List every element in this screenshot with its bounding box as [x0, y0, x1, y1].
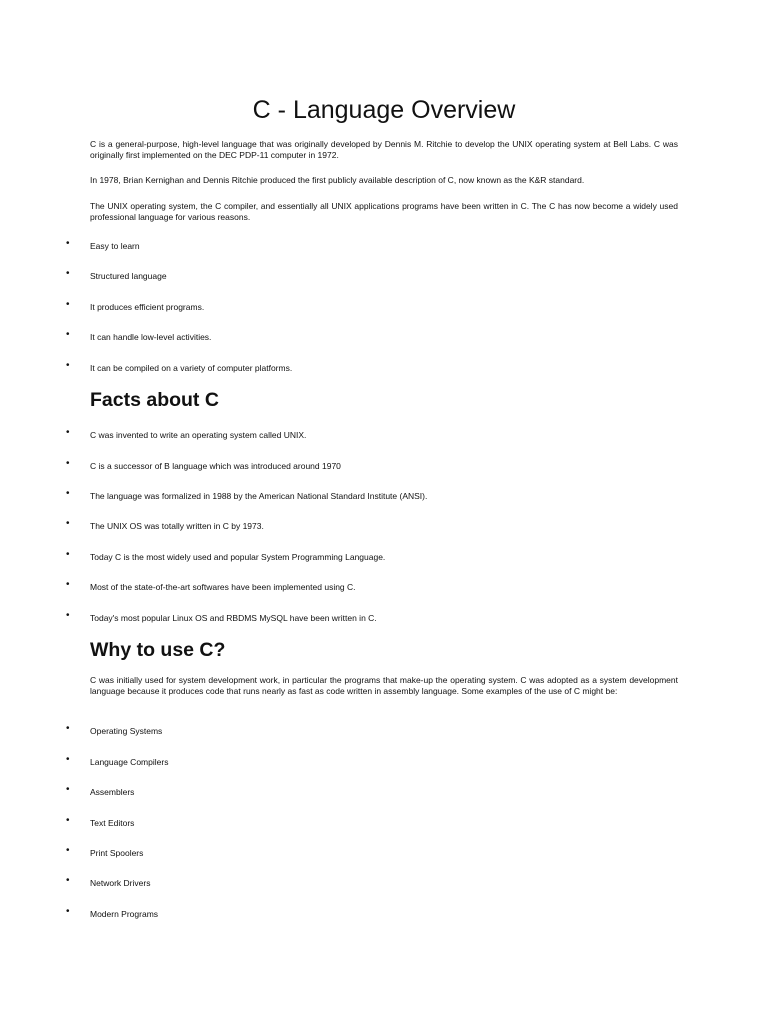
bullet-icon: • — [66, 845, 70, 856]
bullet-icon: • — [66, 360, 70, 371]
list-item-fact: Most of the state-of-the-art softwares have been implemented using C. — [90, 582, 356, 592]
list-item-example: Operating Systems — [90, 726, 163, 736]
list-item-reason: It can handle low-level activities. — [90, 332, 212, 342]
list-item-example: Language Compilers — [90, 757, 169, 767]
list-item-fact: The UNIX OS was totally written in C by 1973. — [90, 521, 264, 531]
list-item-reason: It produces efficient programs. — [90, 302, 205, 312]
bullet-icon: • — [66, 458, 70, 469]
intro-paragraph-1: C is a general-purpose, high-level language that was originally developed by Dennis M. Ritchie to develop the UNIX operating system at Bell Labs. C was originally first implemented on the DEC PDP-11 computer in 1972. — [90, 139, 678, 160]
bullet-icon: • — [66, 875, 70, 886]
why-heading: Why to use C? — [90, 639, 226, 661]
list-item-reason: It can be compiled on a variety of computer platforms. — [90, 363, 293, 373]
bullet-icon: • — [66, 329, 70, 340]
list-item-fact: C was invented to write an operating system called UNIX. — [90, 430, 307, 440]
list-item-example: Assemblers — [90, 787, 135, 797]
bullet-icon: • — [66, 238, 70, 249]
list-item-fact: C is a successor of B language which was introduced around 1970 — [90, 461, 341, 471]
bullet-icon: • — [66, 906, 70, 917]
bullet-icon: • — [66, 610, 70, 621]
list-item-reason: Easy to learn — [90, 241, 140, 251]
intro-paragraph-2: In 1978, Brian Kernighan and Dennis Ritchie produced the first publicly available description of C, now known as the K&R standard. — [90, 175, 585, 185]
why-paragraph: C was initially used for system development work, in particular the programs that make-up the operating system. C was adopted as a system development language because it produces code that runs nearly as fast as code written in assembly language. Some examples of the use of C might be: — [90, 675, 678, 696]
list-item-fact: Today's most popular Linux OS and RBDMS MySQL have been written in C. — [90, 613, 377, 623]
intro-paragraph-3: The UNIX operating system, the C compiler, and essentially all UNIX applications programs have been written in C. The C has now become a widely used professional language for various reasons. — [90, 201, 678, 222]
bullet-icon: • — [66, 754, 70, 765]
bullet-icon: • — [66, 299, 70, 310]
bullet-icon: • — [66, 549, 70, 560]
bullet-icon: • — [66, 579, 70, 590]
bullet-icon: • — [66, 427, 70, 438]
list-item-fact: Today C is the most widely used and popular System Programming Language. — [90, 552, 386, 562]
bullet-icon: • — [66, 268, 70, 279]
list-item-fact: The language was formalized in 1988 by the American National Standard Institute (ANSI). — [90, 491, 428, 501]
bullet-icon: • — [66, 784, 70, 795]
list-item-example: Network Drivers — [90, 878, 151, 888]
bullet-icon: • — [66, 518, 70, 529]
bullet-icon: • — [66, 488, 70, 499]
list-item-reason: Structured language — [90, 271, 167, 281]
facts-heading: Facts about C — [90, 389, 219, 411]
page-title: C - Language Overview — [252, 96, 516, 124]
bullet-icon: • — [66, 723, 70, 734]
list-item-example: Text Editors — [90, 818, 135, 828]
list-item-example: Modern Programs — [90, 909, 159, 919]
list-item-example: Print Spoolers — [90, 848, 144, 858]
bullet-icon: • — [66, 815, 70, 826]
